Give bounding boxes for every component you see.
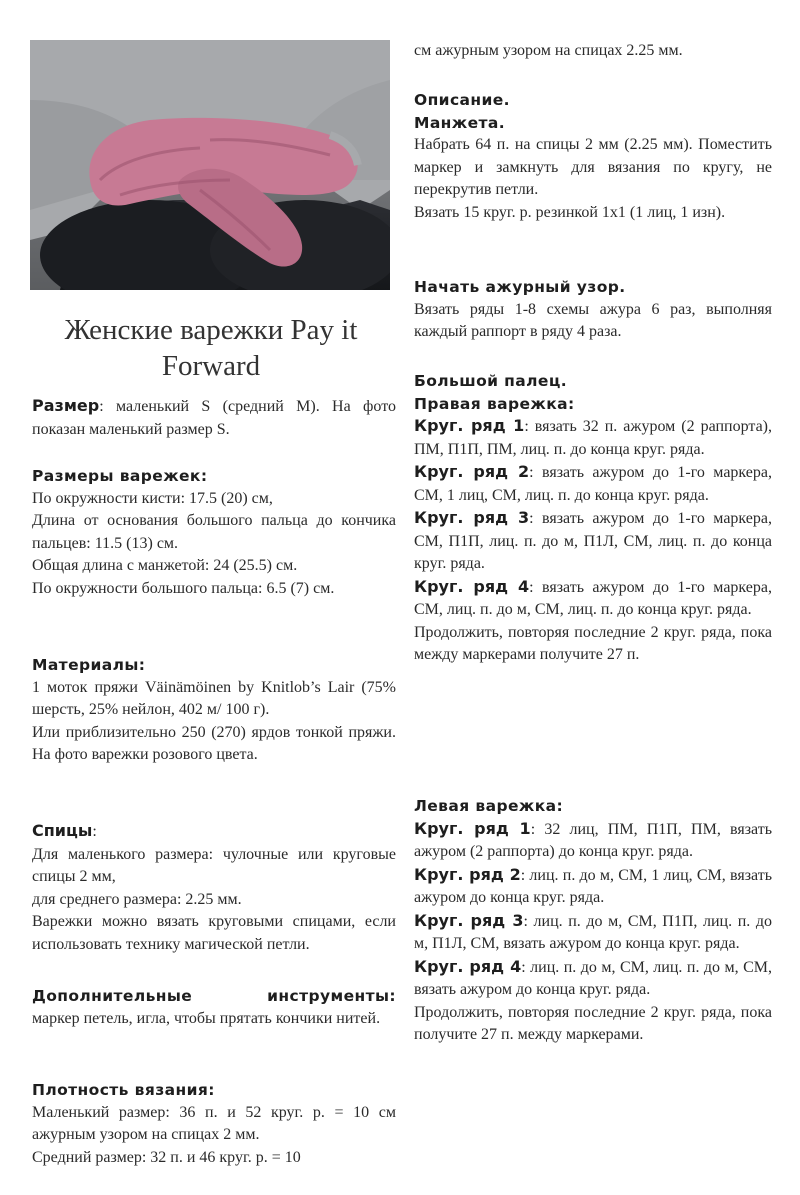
left-mitten-heading: Левая варежка: (414, 797, 564, 815)
needles-note: Варежки можно вязать круговыми спицами, если использовать технику магической петли. (32, 913, 396, 953)
row-text: : лиц. п. до м, СМ, П1П, лиц. п. до м, П1Л, СМ, вязать ажуром до конца круг. ряда. (414, 912, 772, 952)
needles-medium: для среднего размера: 2.25 мм. (32, 890, 242, 908)
needles-label: Спицы (32, 821, 93, 840)
size-label: Размер (32, 396, 100, 415)
cuff-ribbing: Вязать 15 круг. р. резинкой 1х1 (1 лиц, 1 изн). (414, 203, 726, 221)
mittens-photo (30, 40, 390, 290)
right-mitten-heading: Правая варежка: (414, 394, 575, 413)
row-text: : вязать ажуром до 1-го маркера, СМ, П1П, лиц. п. до м, П1Л, СМ, лиц. п. до конца круг. ряда. (414, 510, 772, 572)
row-text: : 32 лиц, ПМ, П1П, ПМ, вязать ажуром (2 раппорта) до конца круг. ряда. (414, 820, 772, 860)
dimension-line: Общая длина с манжетой: 24 (25.5) см. (32, 557, 298, 574)
needles-section (32, 820, 396, 956)
row-text: : вязать ажуром до 1-го маркера, СМ, 1 лиц, СМ, лиц. п. до конца круг. ряда. (414, 464, 772, 504)
dimension-line: Длина от основания большого пальца до кончика пальцев: 11.5 (13) см. (32, 512, 396, 552)
tools-section (32, 985, 396, 1030)
cuff-cast-on: Набрать 64 п. на спицы 2 мм (2.25 мм). Поместить маркер и замкнуть для вязания по кругу, не перекрутив петли. (414, 136, 772, 198)
instruction-row (414, 507, 772, 576)
instruction-row (414, 461, 772, 507)
row-label: Круг. ряд 1 (414, 818, 531, 838)
tools-heading: Дополнительные инструменты: (32, 987, 396, 1005)
cuff-section (414, 89, 772, 224)
description-heading: Описание. (414, 91, 510, 109)
continue-text: Продолжить, повторяя последние 2 круг. ряда, пока получите 27 п. между маркерами. (414, 1003, 772, 1043)
row-text: : вязать ажуром до 1-го маркера, СМ, лиц. п. до м, СМ, лиц. п. до конца круг. ряда. (414, 578, 772, 618)
size-section (32, 395, 396, 441)
row-label: Круг. ряд 2 (414, 462, 530, 481)
gauge-heading: Плотность вязания: (32, 1081, 215, 1099)
row-label: Круг. ряд 1 (414, 416, 525, 435)
instruction-row (414, 910, 772, 956)
dimension-line: По окружности кисти: 17.5 (20) см, (32, 489, 273, 507)
size-text: : маленький S (средний M). На фото показан маленький размер S. (32, 398, 396, 438)
materials-section (32, 654, 396, 767)
materials-alternative: Или приблизительно 250 (270) ярдов тонкой пряжи. На фото варежки розового цвета. (32, 723, 396, 763)
gauge-continuation (414, 40, 772, 63)
row-label: Круг. ряд 3 (414, 508, 530, 527)
row-text: : вязать 32 п. ажуром (2 раппорта), ПМ, П1П, ПМ, лиц. п. до конца круг. ряда. (414, 418, 772, 458)
row-label: Круг. ряд 3 (414, 910, 524, 930)
row-text: : лиц. п. до м, СМ, 1 лиц, СМ, вязать ажуром до конца круг. ряда. (414, 866, 772, 906)
thumb-left-section (414, 795, 772, 1047)
row-label: Круг. ряд 2 (414, 864, 521, 884)
thumb-right-section (414, 370, 772, 667)
gauge-small: Маленький размер: 36 п. и 52 круг. р. = 10 см ажурным узором на спицах 2 мм. (32, 1103, 396, 1143)
continue-text: Продолжить, повторяя последние 2 круг. ряда, пока между маркерами получите 27 п. (414, 623, 772, 663)
gauge-continuation-text: см ажурным узором на спицах 2.25 мм. (414, 42, 683, 59)
lace-heading: Начать ажурный узор. (414, 278, 626, 296)
mittens-photo-illustration (30, 40, 390, 290)
lace-section (414, 276, 772, 344)
needles-small: Для маленького размера: чулочные или круговые спицы 2 мм, (32, 845, 396, 885)
thumb-heading: Большой палец. (414, 372, 567, 390)
instruction-row (414, 576, 772, 622)
dimensions-section (32, 465, 396, 600)
instruction-row (414, 818, 772, 864)
instruction-row (414, 415, 772, 461)
row-text: : лиц. п. до м, СМ, лиц. п. до м, СМ, вязать ажуром до конца круг. ряда. (414, 958, 772, 998)
row-label: Круг. ряд 4 (414, 956, 522, 976)
needles-colon: : (92, 823, 97, 840)
gauge-medium: Средний размер: 32 п. и 46 круг. р. = 10 (32, 1148, 301, 1166)
dimensions-heading: Размеры варежек: (32, 467, 208, 485)
tools-text: маркер петель, игла, чтобы прятать кончики нитей. (32, 1009, 381, 1027)
row-label: Круг. ряд 4 (414, 576, 530, 596)
dimension-line: По окружности большого пальца: 6.5 (7) см. (32, 579, 335, 597)
instruction-row (414, 956, 772, 1002)
lace-text: Вязать ряды 1-8 схемы ажура 6 раз, выполняя каждый раппорт в ряду 4 раза. (414, 300, 772, 340)
instruction-row (414, 864, 772, 910)
page-title: Женские варежки Pay it Forward (64, 314, 358, 382)
materials-heading: Материалы: (32, 656, 146, 674)
materials-yarn: 1 моток пряжи Väinämöinen by Knitlob’s Lair (75% шерсть, 25% нейлон, 402 м/ 100 г). (32, 678, 396, 718)
gauge-section (32, 1079, 396, 1169)
cuff-heading: Манжета. (414, 113, 506, 132)
